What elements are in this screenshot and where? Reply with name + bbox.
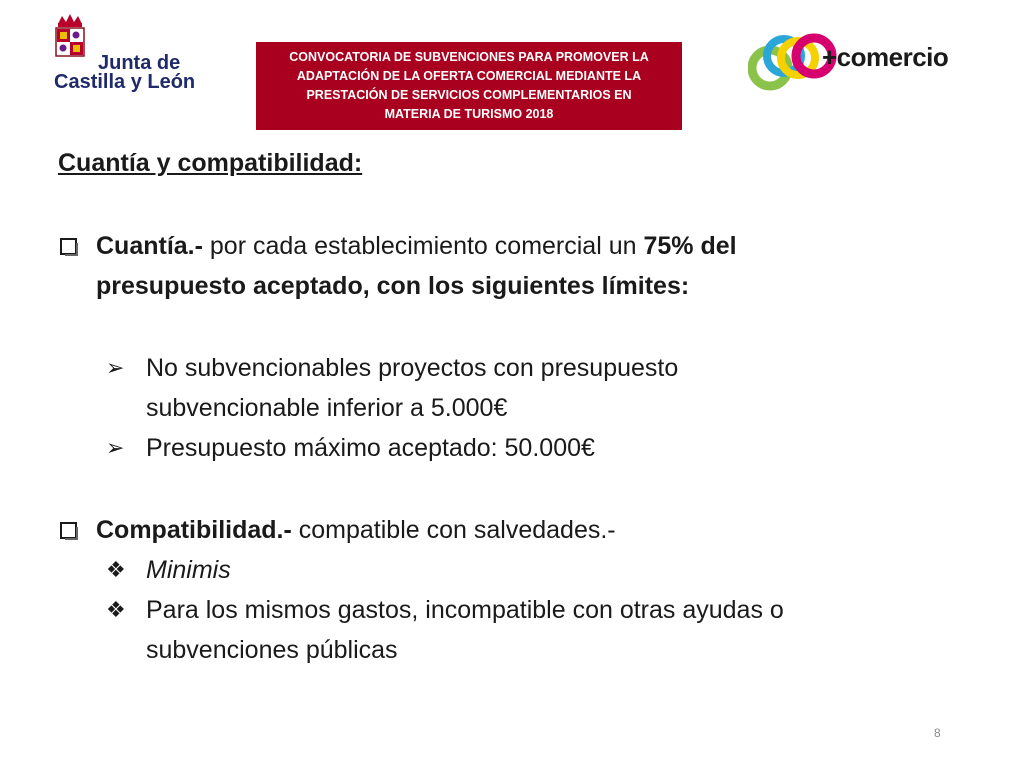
arrow-bullet-icon: ➢	[106, 355, 125, 380]
list-item	[58, 348, 978, 428]
org-logo-line2: Castilla y León	[54, 71, 196, 93]
cuantia-paragraph	[58, 226, 978, 306]
compatibilidad-label: Compatibilidad.-	[96, 516, 292, 544]
limit-1-line1: No subvencionables proyectos con presupuesto	[146, 354, 679, 382]
brand-logo-text: +comercio	[822, 42, 949, 72]
checkbox-bullet-icon	[60, 238, 77, 255]
org-logo-line1: Junta de	[98, 52, 181, 74]
banner-line1: CONVOCATORIA DE SUBVENCIONES PARA PROMOVER LA	[289, 50, 649, 64]
limit-2-line1: Presupuesto máximo aceptado: 50.000€	[146, 434, 595, 462]
list-item	[58, 550, 978, 590]
banner-line4: MATERIA DE TURISMO 2018	[384, 107, 554, 121]
list-item	[58, 428, 978, 468]
limit-1-line2: subvencionable inferior a 5.000€	[146, 394, 508, 422]
call-title-banner	[256, 42, 682, 130]
section-title: Cuantía y compatibilidad:	[58, 149, 363, 177]
banner-line2: ADAPTACIÓN DE LA OFERTA COMERCIAL MEDIANTE LA	[296, 69, 642, 83]
compatibilidad-text: compatible con salvedades.-	[291, 516, 616, 544]
cuantia-label: Cuantía.-	[96, 232, 203, 260]
compat-1-line1: Minimis	[146, 556, 231, 584]
diamond-bullet-icon: ❖	[106, 557, 126, 582]
banner-line3: PRESTACIÓN DE SERVICIOS COMPLEMENTARIOS EN	[306, 88, 632, 102]
compat-2-line1: Para los mismos gastos, incompatible con otras ayudas o	[146, 596, 784, 624]
cuantia-text: por cada establecimiento comercial un	[202, 232, 644, 260]
slide-content	[58, 146, 978, 670]
page-number: 8	[934, 726, 941, 740]
cuantia-bold-2: presupuesto aceptado, con los siguientes límites:	[96, 272, 690, 300]
list-item	[58, 590, 978, 670]
compatibilidad-paragraph	[58, 510, 978, 550]
diamond-bullet-icon: ❖	[106, 597, 126, 622]
compat-2-line2: subvenciones públicas	[146, 636, 398, 664]
org-logo-text	[54, 54, 195, 92]
cuantia-bold-1: 75% del	[643, 232, 737, 260]
arrow-bullet-icon: ➢	[106, 435, 125, 460]
checkbox-bullet-icon	[60, 522, 77, 539]
